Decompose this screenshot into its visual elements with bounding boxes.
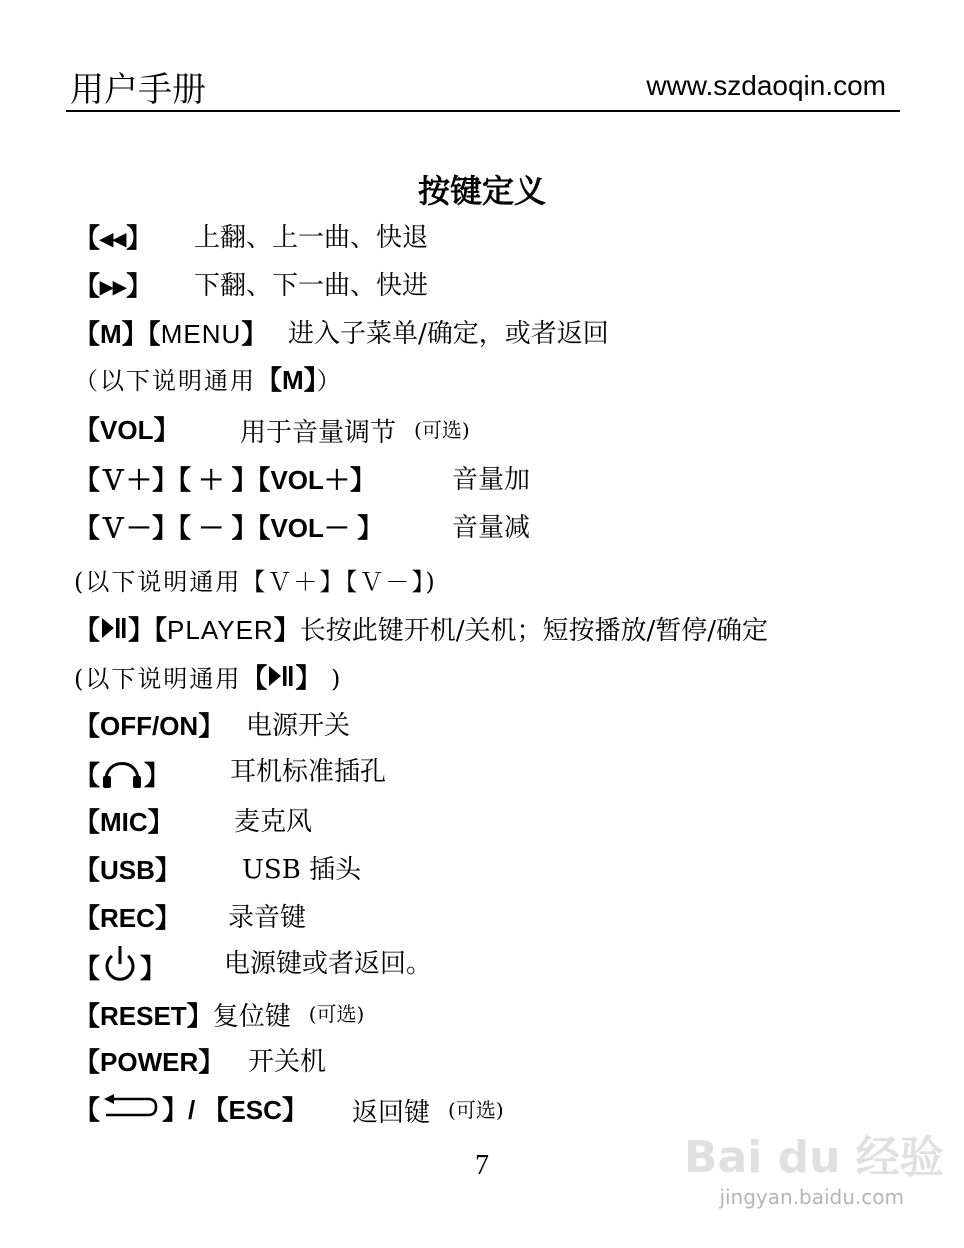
key-menu-close: 】 — [241, 319, 268, 349]
play-pause-icon — [267, 660, 295, 700]
key-desc: 返回键 (可选) — [352, 1098, 504, 1128]
watermark-url: jingyan.baidu.com — [719, 1185, 904, 1209]
key-row-rewind — [74, 218, 934, 258]
optional-tag: (可选) — [448, 1098, 504, 1122]
key-row-power — [74, 1042, 934, 1082]
key-row-player — [74, 610, 934, 650]
key-menu-text: MENU — [160, 319, 242, 349]
key-m: 【M】 — [74, 319, 148, 349]
page-number: 7 — [475, 1150, 489, 1181]
note-key: 【M】 — [256, 365, 317, 395]
key-row-headphone — [74, 752, 934, 792]
key-close: 】 — [273, 615, 300, 645]
play-pause-icon — [100, 612, 128, 652]
key-vol-up: 【Ｖ＋】【 ＋ 】【VOL＋】 — [74, 465, 376, 495]
key-vol: 【VOL】 — [74, 415, 180, 445]
note-key-open: 【 — [241, 663, 268, 693]
svg-text:Bai du 经验: Bai du 经验 — [684, 1132, 944, 1183]
key-open: 【 — [74, 615, 101, 645]
key-rec: 【REC】 — [74, 903, 181, 933]
key-desc: 下翻、下一曲、快进 — [194, 271, 429, 301]
optional-tag: (可选) — [308, 1002, 365, 1026]
key-off-on: 【OFF/ON】 — [74, 711, 225, 741]
key-row-vol-up — [74, 460, 934, 500]
key-desc: 录音键 — [228, 903, 307, 933]
key-row-menu — [74, 314, 934, 354]
key-vol-down: 【Ｖ－】【 － 】【VOL－ 】 — [74, 513, 384, 543]
key-desc: 用于音量调节 (可选) — [240, 418, 470, 448]
key-desc: 电源键或者返回。 — [224, 949, 433, 979]
key-player-text: PLAYER — [167, 615, 274, 645]
header-website[interactable]: www.szdaoqin.com — [646, 70, 886, 101]
key-row-forward — [74, 266, 934, 306]
key-power: 【POWER】 — [74, 1047, 225, 1077]
key-desc: 音量加 — [452, 465, 531, 495]
key-open: 【 — [74, 953, 101, 984]
page-title: 按键定义 — [417, 172, 546, 210]
key-forward: 【▸▸】 — [74, 271, 153, 301]
key-row-usb — [74, 850, 934, 890]
key-row-rec — [74, 898, 934, 938]
headphone-icon — [100, 752, 144, 802]
header-title: 用户手册 — [70, 70, 206, 110]
note-row-player — [74, 658, 934, 698]
note-row-vol — [74, 562, 934, 602]
key-desc: 音量减 — [452, 513, 531, 543]
key-open: 【 — [74, 760, 101, 791]
key-row-off-on — [74, 706, 934, 746]
key-desc: 上翻、上一曲、快退 — [194, 223, 429, 253]
key-desc: 进入子菜单/确定，或者返回 — [288, 319, 609, 349]
header-divider — [66, 110, 900, 112]
key-desc: 复位键 (可选) — [212, 1002, 365, 1032]
key-row-power-icon — [74, 944, 934, 984]
key-desc: 长按此键开机/关机；短按播放/暂停/确定 — [299, 616, 769, 646]
note-key-close: 】 — [295, 663, 322, 693]
key-mid: 】【 — [128, 615, 168, 645]
key-desc: 麦克风 — [234, 807, 313, 837]
key-usb: 【USB】 — [74, 855, 181, 885]
key-close: 】 — [144, 760, 171, 791]
key-desc: USB 插头 — [242, 855, 362, 885]
optional-tag: (可选) — [414, 418, 470, 442]
note-end: ) — [321, 665, 343, 693]
key-menu-open: 【 — [147, 319, 161, 349]
key-mic: 【MIC】 — [74, 807, 174, 837]
key-desc: 电源开关 — [246, 711, 351, 741]
key-reset: 【RESET】 — [74, 1001, 213, 1031]
key-row-reset — [74, 994, 934, 1034]
power-icon — [100, 944, 140, 996]
key-open: 【 — [74, 1095, 101, 1125]
key-esc: 】/ 【ESC】 — [162, 1095, 308, 1125]
key-row-mic — [74, 802, 934, 842]
key-desc: 耳机标准插孔 — [230, 757, 387, 787]
return-arrow-icon — [100, 1092, 162, 1132]
note-text: （以下说明通用 — [74, 367, 256, 395]
note-text: (以下说明通用【Ｖ＋】【Ｖ－】) — [74, 568, 437, 596]
key-row-vol-down — [74, 508, 934, 548]
key-close: 】 — [140, 953, 167, 984]
note-row-m — [74, 360, 934, 400]
note-end: ） — [316, 367, 343, 395]
key-rewind: 【◂◂】 — [74, 223, 153, 253]
note-text: (以下说明通用 — [74, 665, 242, 693]
key-desc: 开关机 — [248, 1047, 327, 1077]
key-row-vol — [74, 410, 934, 450]
